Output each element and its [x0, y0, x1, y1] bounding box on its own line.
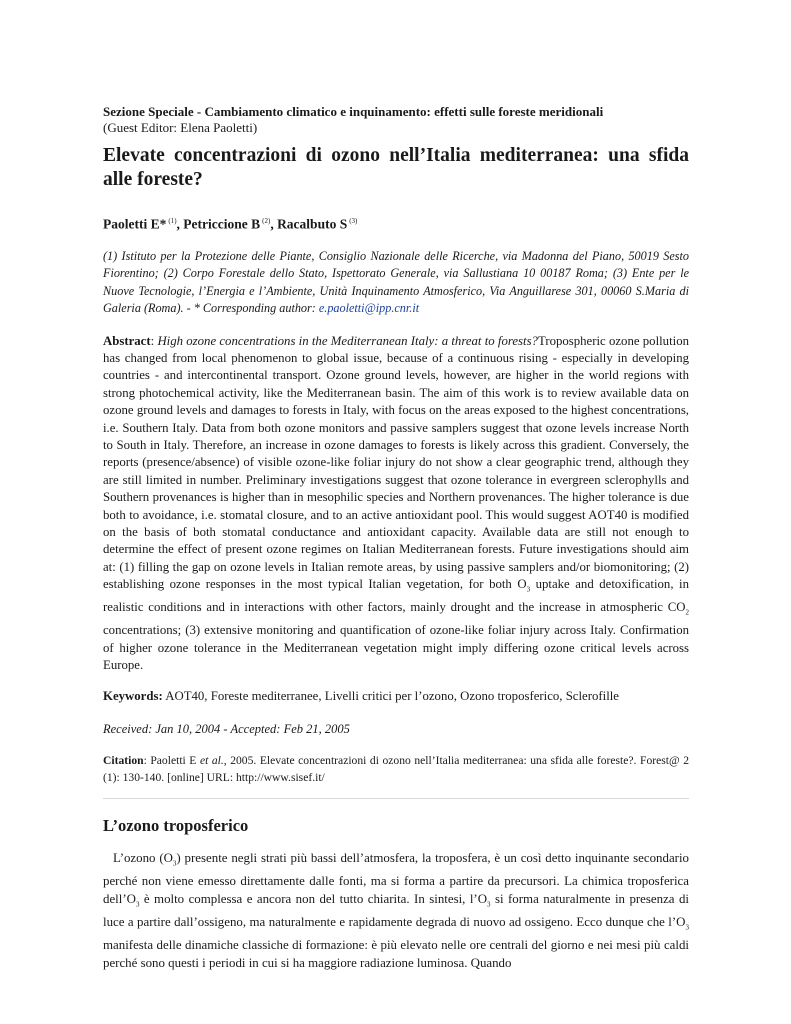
section-heading: L’ozono troposferico — [103, 816, 249, 836]
paragraph-text: manifesta delle dinamiche classiche di formazione: è più elevato nelle ore centrali del giorno e nei mesi più caldi perché sono questi i periodi in cui si ha maggiore radiazione luminosa. Quando — [103, 938, 689, 971]
author-list: Paoletti E* $^{(1)}$, Petriccione B $^{(2)}$, Racalbuto S $^{(3)}$ — [103, 216, 358, 232]
article-page — [103, 104, 689, 973]
citation-etal: et al. — [199, 754, 224, 768]
affiliation-text: (1) Istituto per la Protezione delle Piante, Consiglio Nazionale delle Ricerche, via Madonna del Piano, 50019 Sesto Fiorentino; (2) Corpo Forestale dello Stato, Ispettorato Generale, via Sallustiana 10 00187 Roma; (3) Ente per le Nuove Tecnologie, l’Energia e l’Ambiente, Unità Inquinamento Atmosferico, Via Anguillarese 301, 00060 S.Maria di Galeria (Roma). - * Corresponding author: — [103, 248, 689, 315]
abstract-text: concentrations; (3) extensive monitoring and quantification of ozone-like foliar injury across Italy. Confirmation of higher ozone tolerance in the Mediterranean vegetation might imply differing ozone critical levels across Europe. — [103, 623, 689, 672]
paragraph-text: L’ozono (O — [113, 851, 173, 866]
affiliations — [103, 248, 689, 318]
citation — [103, 752, 689, 786]
paragraph-text: si forma naturalmente in presenza di luce a partire dall’ossigeno, ma naturalmente e rapidamente degrada di nuovo ad ossigeno. Ecco dunque che l’O — [103, 892, 690, 930]
citation-text: : Paoletti E — [143, 754, 200, 768]
abstract-english-title: High ozone concentrations in the Mediterranean Italy: a threat to forests? — [157, 333, 538, 348]
body-paragraph — [103, 850, 689, 972]
abstract: Abstract: High ozone concentrations in the Mediterranean Italy: a threat to forests?Tropospheric ozone pollution has changed from local phenomenon to global issue, because of a continuous rising - especially in developing countries - and intercontinental transport. Ozone ground levels, however, are higher in the world regions with strong photochemical activity, like the Mediterranean basin. The aim of this work is to review available data on ozone ground levels and damages to forests in Italy, with focus on the areas exposed to the highest concentrations, i.e. Southern Italy. Data from both ozone monitors and passive samplers suggest that ozone levels increase North to South in Italy. Therefore, an increase in ozone damages to forests is likely across this gradient. Conversely, the reports (presence/absence) of visible ozone-like foliar injury do not show a clear geographic trend, although they are still limited in number. Preliminary investigations suggest that ozone tolerance in evergreen sclerophylls and Southern provenances is higher than in mesophilic species and Northern provenances. The higher tolerance is due both to avoidance, i.e. stomatal closure, and to an active antioxidant pool. This would suggest AOT40 is modified on the basis of both stomatal conductance and antioxidant capacity. Available data are still not enough to determine the effect of present ozone regimes on Italian Mediterranean forests. Future investigations should aim at: (1) filling the gap on ozone levels in Italian remote areas, by using passive samplers and/or biomonitoring; (2) establishing ozone responses in the most typical Italian vegetation, for both $O_3$ uptake and detoxification, in realistic conditions and in interactions with other factors, mainly drought and the increase in atmospheric $CO_2$ concentrations; (3) extensive monitoring and quantification of ozone-like foliar injury across Italy. Confirmation of higher ozone tolerance in the Mediterranean vegetation might imply differing ozone critical levels across Europe. — [103, 333, 689, 672]
received-accepted-dates: Received: Jan 10, 2004 - Accepted: Feb 21, 2005 — [103, 722, 350, 737]
subscript: 3 — [526, 585, 531, 594]
subscript: 2 — [685, 608, 689, 617]
subscript: 3 — [172, 859, 177, 868]
author-affil-ref: (3) — [349, 217, 358, 225]
abstract-text: Tropospheric ozone pollution has changed from local phenomenon to global issue, because of a continuous rising - especially in developing countries - and intercontinental transport. Ozone ground levels, however, are higher in the world regions with strong photochemical activity, like the Mediterranean basin. The aim of this work is to review available data on ozone ground levels and damages to forests in Italy, with focus on the areas exposed to the highest concentrations, i.e. Southern Italy. Data from both ozone monitors and passive samplers suggest that ozone levels increase North to South in Italy. Therefore, an increase in ozone damages to forests is likely across this gradient. Conversely, the reports (presence/absence) of visible ozone-like foliar injury do not show a clear geographic trend, although they are still limited in number. Preliminary investigations suggest that ozone tolerance in evergreen sclerophylls and Southern provenances is higher than in mesophilic species and Northern provenances. The higher tolerance is due both to avoidance, i.e. stomatal closure, and to an active antioxidant pool. This would suggest AOT40 is modified on the basis of both stomatal conductance and antioxidant capacity. Available data are still not enough to determine the effect of present ozone regimes on Italian Mediterranean forests. Future investigations should aim at: (1) filling the gap on ozone levels in Italian remote areas, by using passive samplers and/or biomonitoring; (2) establishing ozone responses in the most typical Italian vegetation, for both O — [103, 333, 689, 592]
paragraph-text: è molto complessa e ancora non del tutto chiarita. In sintesi, l’O — [139, 892, 488, 907]
subscript: 3 — [685, 923, 689, 932]
author-affil-ref: (2) — [262, 217, 271, 225]
paragraph-text: ) presente negli strati più bassi dell’atmosfera, la troposfera, è un così detto inquinante secondario perché non viene emesso direttamente dalle fonti, ma si forma a partire da precursori. La chimica troposferica dell’O — [103, 851, 689, 907]
keywords — [103, 688, 689, 705]
author-name: Racalbuto S — [277, 216, 348, 232]
subscript: 3 — [135, 900, 140, 909]
section-label: Sezione Speciale - Cambiamento climatico e inquinamento: effetti sulle foreste meridionali — [103, 104, 604, 119]
author-affil-ref: (1) — [168, 217, 177, 225]
abstract-text: uptake and detoxification, in realistic conditions and in interactions with other factors, mainly drought and the increase in atmospheric CO — [103, 577, 689, 615]
keywords-label: Keywords: — [103, 689, 163, 704]
citation-label: Citation — [103, 754, 144, 768]
subscript: 3 — [487, 900, 491, 909]
corresponding-email-link[interactable]: e.paoletti@ipp.cnr.it — [318, 301, 420, 315]
author-name: Petriccione B — [183, 216, 261, 232]
abstract-label: Abstract — [103, 333, 151, 348]
keywords-text: AOT40, Foreste mediterranee, Livelli critici per l’ozono, Ozono troposferico, Sclerofille — [162, 689, 619, 704]
citation-text: , 2005. Elevate concentrazioni di ozono nell’Italia mediterranea: una sfida alle foreste?. Forest@ 2 (1): 130-140. [online] URL: http://www.sisef.it/ — [103, 754, 689, 785]
guest-editor: (Guest Editor: Elena Paoletti) — [103, 120, 258, 135]
section-divider — [103, 798, 689, 799]
author-name: Paoletti E* — [103, 216, 167, 232]
article-title: Elevate concentrazioni di ozono nell’Italia mediterranea: una sfida alle foreste? — [103, 145, 689, 190]
